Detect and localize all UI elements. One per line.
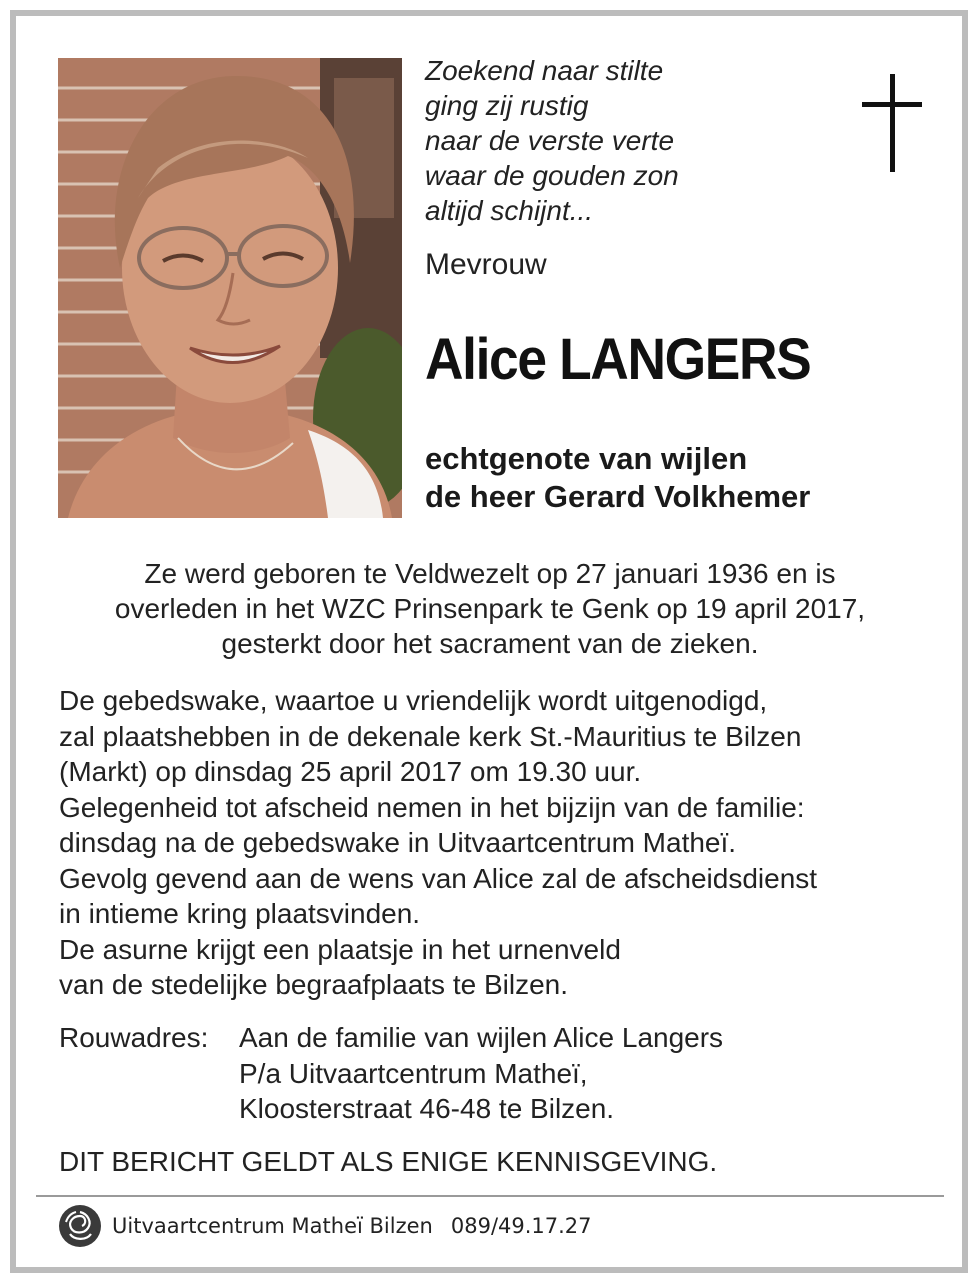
detail-line: De gebedswake, waartoe u vriendelijk wordt uitgenodigd, [59,685,768,716]
spouse-line: de heer Gerard Volkhemer [425,479,811,514]
deceased-name: Alice LANGERS [425,327,811,392]
detail-line: De asurne krijgt een plaatsje in het urnenveld [59,933,621,965]
detail-line: dinsdag na de gebedswake in Uitvaartcentrum Matheï. [59,827,737,858]
detail-line: in intieme kring plaatsvinden. [59,898,421,929]
birth-line: gesterkt door het sacrament van de zieken. [221,628,759,659]
cross-icon [862,74,924,179]
footer [58,1204,592,1248]
poem-line: naar de verste verte [425,125,675,156]
address-label: Rouwadres: [59,1022,209,1053]
detail-line: zal plaatshebben in de dekenale kerk St.-Mauritius te Bilzen [59,720,802,752]
birth-line: Ze werd geboren te Veldwezelt op 27 januari 1936 en is [144,558,836,589]
detail-line: Gevolg gevend aan de wens van Alice zal de afscheidsdienst [59,862,818,894]
rose-logo-icon [58,1204,102,1248]
poem [425,53,845,228]
funeral-home-phone: 089/49.17.27 [450,1214,592,1238]
detail-line: (Markt) op dinsdag 25 april 2017 om 19.30 uur. [59,756,642,787]
address-line: P/a Uitvaartcentrum Matheï, [239,1057,588,1089]
ceremony-details [59,683,939,1003]
poem-line: Zoekend naar stilte [425,55,664,86]
notice-text: DIT BERICHT GELDT ALS ENIGE KENNISGEVING. [59,1146,718,1177]
poem-line: altijd schijnt... [425,195,594,226]
address-line: Kloosterstraat 46-48 te Bilzen. [239,1093,615,1124]
detail-line: Gelegenheid tot afscheid nemen in het bijzijn van de familie: [59,791,805,823]
poem-line: ging zij rustig [425,90,589,121]
spouse-info [425,440,810,516]
detail-line: van de stedelijke begraafplaats te Bilzen. [59,969,568,1000]
address-line: Aan de familie van wijlen Alice Langers [239,1022,724,1053]
birth-line: overleden in het WZC Prinsenpark te Genk op 19 april 2017, [114,593,866,624]
spouse-line: echtgenote van wijlen [425,441,748,476]
poem-line: waar de gouden zon [425,160,679,191]
birth-death-info [40,556,940,661]
footer-divider [36,1195,944,1197]
funeral-home-name: Uitvaartcentrum Matheï Bilzen [112,1214,433,1238]
title-prefix: Mevrouw [425,248,547,281]
mourning-address [59,1020,723,1127]
portrait-photo [58,58,402,518]
